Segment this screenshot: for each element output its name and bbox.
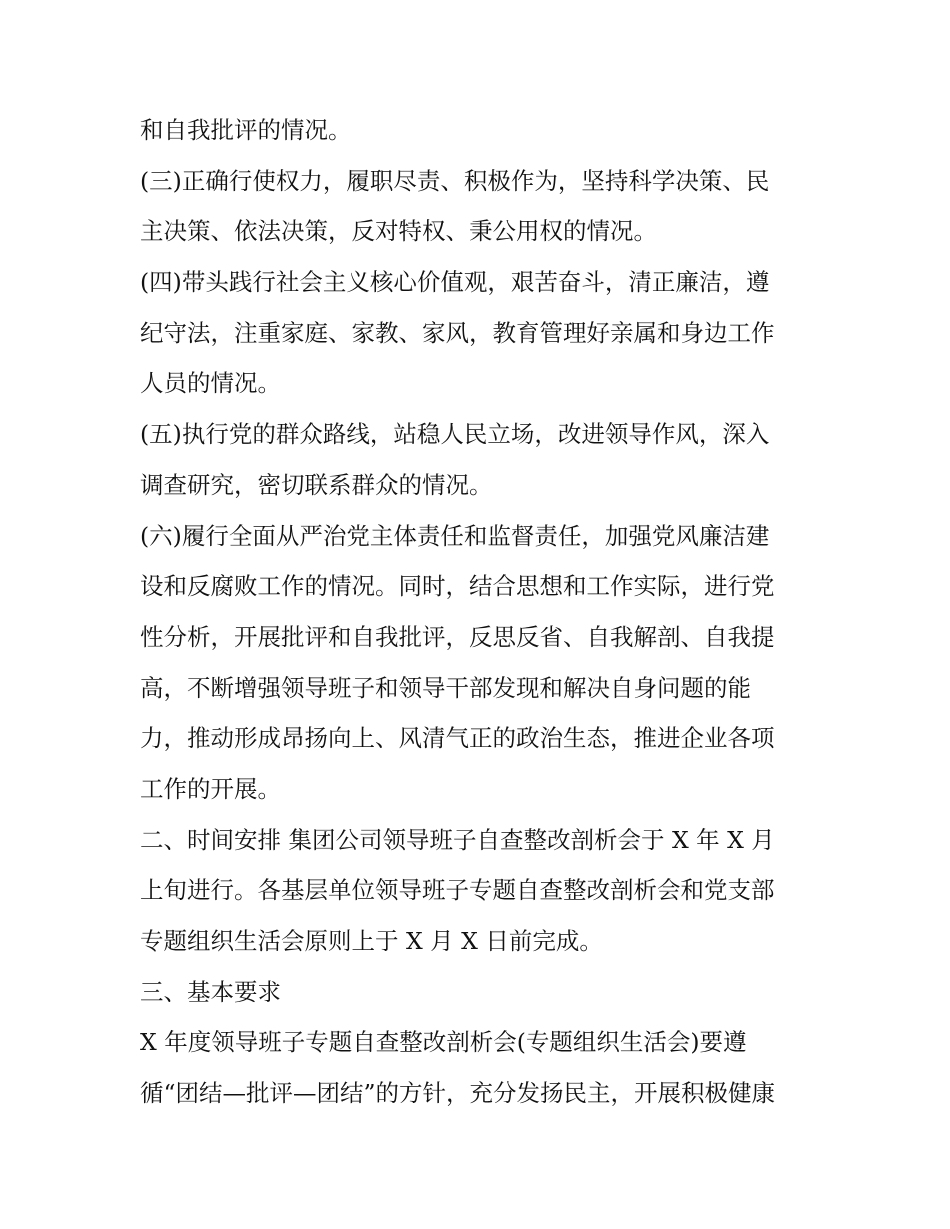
text-line: 高，不断增强领导班子和领导干部发现和解决自身问题的能: [140, 673, 751, 702]
text-line: X 年度领导班子专题自查整改剖析会(专题组织生活会)要遵: [140, 1028, 747, 1057]
text-line: 调查研究，密切联系群众的情况。: [140, 470, 493, 499]
text-line: (五)执行党的群众路线，站稳人民立场，改进领导作风，深入: [140, 420, 770, 449]
text-line: 工作的开展。: [140, 774, 281, 803]
text-line: 人员的情况。: [140, 369, 281, 398]
text-line: (三)正确行使权力，履职尽责、积极作为，坚持科学决策、民: [140, 166, 770, 195]
text-line: (四)带头践行社会主义核心价值观，艰苦奋斗，清正廉洁，遵: [140, 268, 770, 297]
text-line: 性分析，开展批评和自我批评，反思反省、自我解剖、自我提: [140, 622, 775, 651]
text-line: (六)履行全面从严治党主体责任和监督责任，加强党风廉洁建: [140, 521, 770, 550]
text-line: 纪守法，注重家庭、家教、家风，教育管理好亲属和身边工作: [140, 318, 775, 347]
document-body: [140, 105, 820, 1119]
text-line: 力，推动形成昂扬向上、风清气正的政治生态，推进企业各项: [140, 724, 775, 753]
text-line: 上旬进行。各基层单位领导班子专题自查整改剖析会和党支部: [140, 876, 775, 905]
text-line: 设和反腐败工作的情况。同时，结合思想和工作实际，进行党: [140, 572, 775, 601]
text-line: 循“团结—批评—团结”的方针，充分发扬民主，开展积极健康: [140, 1079, 776, 1108]
text-line: 主决策、依法决策，反对特权、秉公用权的情况。: [140, 217, 657, 246]
text-line: 和自我批评的情况。: [140, 116, 352, 144]
section-heading-line: 二、时间安排 集团公司领导班子自查整改剖析会于 X 年 X 月: [140, 825, 775, 854]
text-line: 专题组织生活会原则上于 X 月 X 日前完成。: [140, 927, 603, 955]
section-heading-line: 三、基本要求: [140, 977, 281, 1006]
